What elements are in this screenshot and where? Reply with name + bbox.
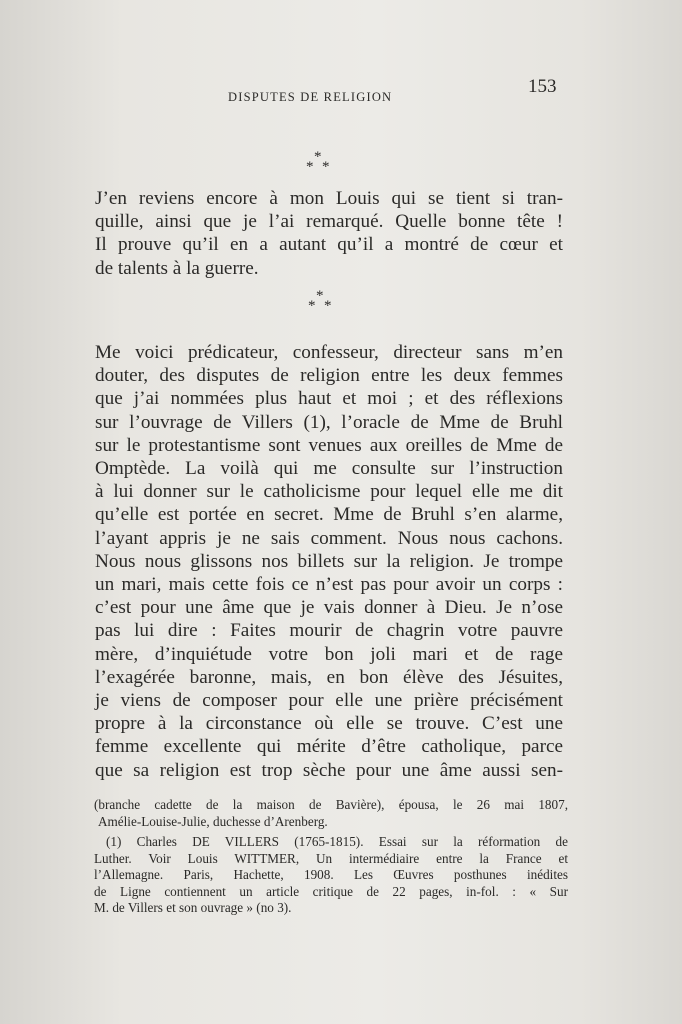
text-line: je viens de composer pour elle une prière précisément [95,690,563,712]
asterism-1 [304,150,344,174]
text-line: propre à la circonstance où elle se trouve. C’est une [95,713,563,735]
running-title: DISPUTES DE RELIGION [228,90,393,104]
text-line: sur le protestantisme sont venues aux oreilles de Mme de [95,434,563,456]
text-line: quille, ainsi que je l’ai remarqué. Quelle bonne tête ! [95,211,563,233]
text-line: Me voici prédicateur, confesseur, directeur sans m’en [95,342,563,363]
footnote-line: de Ligne contiennent un article critique de 22 pages, in-fol. : « Sur [94,883,568,899]
text-line: l’exagérée baronne, mais, en bon élève des Jésuites, [95,666,563,688]
paragraph-disputes [95,341,563,782]
text-line: Nous nous glissons nos billets sur la religion. Je trompe [95,550,563,572]
text-line: que j’ai nommées plus haut et moi ; et des réflexions [95,388,563,410]
asterism-star: * [306,159,314,175]
asterism-star: * [322,159,330,175]
text-line: femme excellente qui mérite d’être catholique, parce [95,736,563,758]
text-line: c’est pour une âme que je vais donner à Dieu. Je n’ose [95,597,563,619]
asterism-star: * [316,288,324,304]
text-line: sur l’ouvrage de Villers (1), l’oracle de Mme de Bruhl [95,411,563,433]
asterism-2 [306,289,346,313]
text-line: Omptède. La voilà qui me consulte sur l’instruction [95,458,563,480]
footnote-1 [94,834,568,917]
text-line: J’en reviens encore à mon Louis qui se tient si tran- [95,188,563,209]
text-line: à lui donner sur le catholicisme pour lequel elle me dit [95,481,563,503]
text-line: l’ayant appris je ne sais comment. Nous nous cachons. [95,527,563,549]
text-line: pas lui dire : Faites mourir de chagrin votre pauvre [95,620,563,642]
text-line: que sa religion est trop sèche pour une âme aussi sen- [95,759,563,781]
footnote-line: l’Allemagne. Paris, Hachette, 1908. Les Œuvres posthunes inédites [94,867,568,883]
asterism-star: * [314,149,322,165]
footnote-line: (1) Charles DE VILLERS (1765-1815). Essai sur la réformation de [106,834,568,849]
paragraph-louis [95,187,563,280]
page-number: 153 [528,76,557,97]
footnote-line: M. de Villers et son ouvrage » (no 3). [94,900,292,916]
footnote-line: (branche cadette de la maison de Bavière), épousa, le 26 mai 1807, [94,797,568,812]
footnote-line: Amélie-Louise-Julie, duchesse d’Arenberg. [98,813,328,829]
text-line: douter, des disputes de religion entre les deux femmes [95,365,563,387]
text-line: Il prouve qu’il en a autant qu’il a montré de cœur et [95,234,563,256]
asterism-star: * [308,298,316,314]
text-line: un mari, mais cette fois ce n’est pas pour avoir un corps : [95,574,563,596]
asterism-star: * [324,298,332,314]
footnote-continued [94,797,568,830]
text-line: de talents à la guerre. [95,257,259,279]
footnote-line: Luther. Voir Louis WITTMER, Un intermédiaire entre la France et [94,850,568,866]
text-line: qu’elle est portée en secret. Mme de Bruhl s’en alarme, [95,504,563,526]
text-line: mère, d’inquiétude votre bon joli mari et de rage [95,643,563,665]
